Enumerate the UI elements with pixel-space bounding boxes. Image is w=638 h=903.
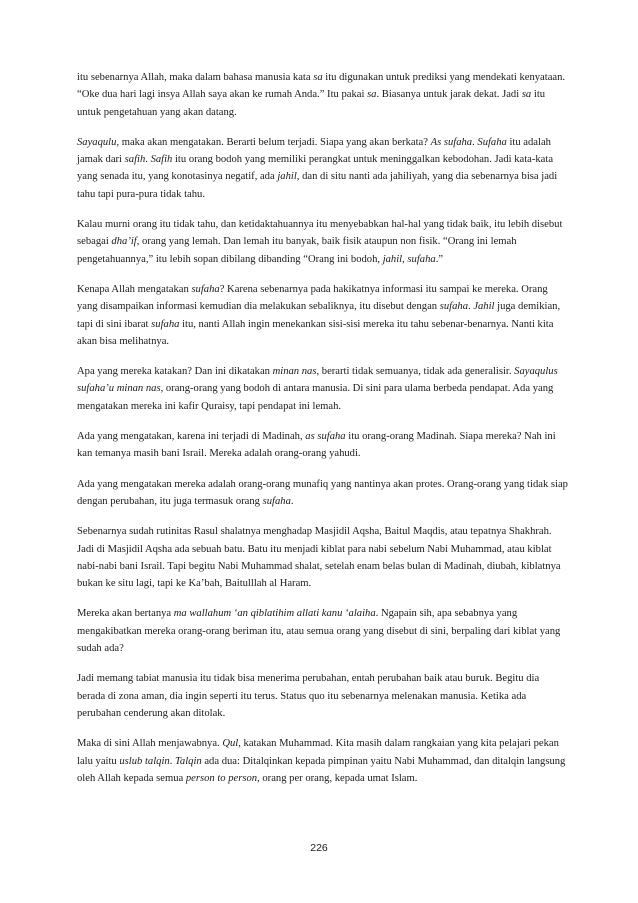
italic-term: Jahil	[473, 301, 495, 313]
italic-term: sufaha	[439, 301, 469, 313]
italic-term: jahil	[277, 171, 297, 183]
document-body	[77, 69, 569, 800]
text-run: .”	[435, 253, 444, 265]
text-run: itu orang bodoh yang memiliki perangkat untuk meninggalkan kebodohan. Jadi kata-kata yang senada itu, yang konotasinya negatif, ada	[77, 154, 554, 183]
italic-term: Talqin	[175, 755, 202, 767]
text-run: .	[468, 301, 474, 313]
text-run: , orang yang lemah. Dan lemah itu banyak, baik fisik ataupun non fisik. “Orang ini lemah pengetahuannya,” itu lebih sopan dibilang dibanding “Orang ini bodoh,	[77, 236, 517, 265]
text-run: , berarti tidak semuanya, tidak ada generalisir.	[316, 366, 515, 378]
text-run: Kenapa Allah mengatakan	[77, 283, 192, 295]
body-paragraph	[77, 670, 569, 722]
italic-term: dha’if	[111, 236, 137, 248]
text-run: ada dua: Ditalqinkan kepada pimpinan yaitu Nabi Muhammad, dan ditalqin langsung oleh Allah kepada semua	[77, 755, 566, 784]
body-paragraph	[77, 735, 569, 787]
body-paragraph	[77, 69, 569, 121]
text-run: Ada yang mengatakan mereka adalah orang-orang munafiq yang nantinya akan protes. Orang-orang yang tidak siap dengan perubahan, itu juga termasuk orang	[77, 478, 568, 507]
italic-term: sufaha	[151, 318, 180, 330]
italic-term: sufaha	[262, 495, 291, 507]
text-run: itu untuk pengetahuan yang akan datang.	[77, 89, 546, 118]
text-run: ? Karena sebenarnya pada hakikatnya informasi itu sampai ke mereka. Orang yang disampaikan informasi kemudian dia melakukan sebaliknya, itu disebut dengan	[77, 283, 548, 313]
text-run: , katakan Muhammad. Kita masih dalam rangkaian yang kita pelajari pekan lalu yaitu	[77, 738, 559, 767]
italic-term: sufaha	[191, 283, 220, 295]
text-run: itu sebenarnya Allah, maka dalam bahasa manusia kata	[77, 72, 314, 83]
page-number: 226	[310, 842, 328, 854]
italic-term: Sayaqulu	[77, 136, 117, 148]
italic-term: minan nas	[272, 366, 317, 378]
text-run: Ada yang mengatakan, karena ini terjadi di Madinah,	[77, 431, 306, 443]
body-paragraph	[77, 476, 569, 511]
body-paragraph	[77, 134, 569, 203]
text-run: Kalau murni orang itu tidak tahu, dan ketidaktahuannya itu menyebabkan hal-hal yang tidak baik, itu lebih disebut sebagai	[77, 219, 563, 248]
italic-term: Sufaha	[477, 136, 507, 148]
text-run: Maka di sini Allah menjawabnya.	[77, 738, 223, 750]
text-run: .	[472, 136, 478, 148]
italic-term: sufaha	[407, 253, 436, 265]
text-run: .	[290, 495, 294, 507]
italic-term: sa	[313, 72, 323, 83]
body-paragraph	[77, 523, 569, 592]
body-paragraph	[77, 216, 569, 268]
italic-term: Safih	[150, 154, 173, 166]
text-run: . Biasanya untuk jarak dekat. Jadi	[376, 89, 522, 101]
text-run: juga demikian, tapi di sini ibarat	[77, 301, 561, 330]
italic-term: safih	[124, 154, 146, 166]
text-run: , orang-orang yang bodoh di antara manusia. Di sini para ulama berbeda pendapat. Ada yang mengatakan mereka ini kafir Quraisy, tapi pendapat ini lemah.	[77, 383, 554, 412]
text-run: ,	[402, 253, 408, 265]
text-run: .	[169, 755, 175, 767]
body-paragraph	[77, 428, 569, 463]
italic-term: Qul	[222, 738, 239, 750]
italic-term: As sufaha	[430, 136, 473, 148]
body-paragraph	[77, 363, 569, 415]
text-run: , dan di situ nanti ada jahiliyah, yang dia sebenarnya bisa jadi tahu tapi pura-pura tidak tahu.	[77, 171, 558, 200]
text-run: , orang per orang, kepada umat Islam.	[257, 772, 418, 784]
body-paragraph	[77, 605, 569, 657]
text-run: .	[145, 154, 151, 166]
text-run: , maka akan mengatakan. Berarti belum terjadi. Siapa yang akan berkata?	[116, 136, 431, 148]
body-paragraph	[77, 281, 569, 350]
text-run: itu, nanti Allah ingin menekankan sisi-sisi mereka itu tahu sebenar-benarnya. Nanti kita akan bisa melihatnya.	[77, 318, 554, 347]
text-run: Apa yang mereka katakan? Dan ini dikatakan	[77, 366, 273, 378]
text-run: Mereka akan bertanya	[77, 608, 174, 620]
italic-term: ma wallahum ‘an qiblatihim allati kanu ‘alaiha	[173, 608, 376, 620]
text-run: itu adalah jamak dari	[77, 136, 551, 166]
text-run: itu digunakan untuk prediksi yang mendekati kenyataan. “Oke dua hari lagi insya Allah saya akan ke rumah Anda.” Itu pakai	[77, 72, 566, 101]
italic-term: sa	[367, 89, 377, 101]
italic-term: uslub talqin	[119, 755, 170, 767]
italic-term: as sufaha	[305, 431, 346, 443]
italic-term: person to person	[185, 772, 258, 784]
italic-term: Sayaqulus sufaha’u minan nas	[77, 366, 558, 395]
text-run: Sebenarnya sudah rutinitas Rasul shalatnya menghadap Masjidil Aqsha, Baitul Maqdis, atau tepatnya Shakhrah. Jadi di Masjidil Aqsha ada sebuah batu. Batu itu menjadi kiblat para nabi sebelum Nabi Muhammad, atau kiblat nabi-nabi bani Israil. Tapi begitu Nabi Muhammad shalat, setelah enam belas bulan di Madinah, diubah, kiblatnya bukan ke situ lagi, tapi ke Ka’bah, Baitulllah al Haram.	[77, 526, 561, 590]
italic-term: sa	[521, 89, 532, 101]
italic-term: jahil	[382, 253, 403, 265]
text-run: . Ngapain sih, apa sebabnya yang mengakibatkan mereka orang-orang beriman itu, atau semua orang yang disebut di sini, berpaling dari kiblat yang sudah ada?	[77, 608, 561, 655]
text-run: itu orang-orang Madinah. Siapa mereka? Nah ini kan temanya masih bani Israil. Mereka adalah orang-orang yahudi.	[77, 431, 556, 460]
text-run: Jadi memang tabiat manusia itu tidak bisa menerima perubahan, entah perubahan baik atau buruk. Begitu dia berada di zona aman, dia ingin seperti itu terus. Status quo itu sebenarnya melenakan manusia. Ketika ada perubahan cenderung akan ditolak.	[77, 673, 540, 719]
